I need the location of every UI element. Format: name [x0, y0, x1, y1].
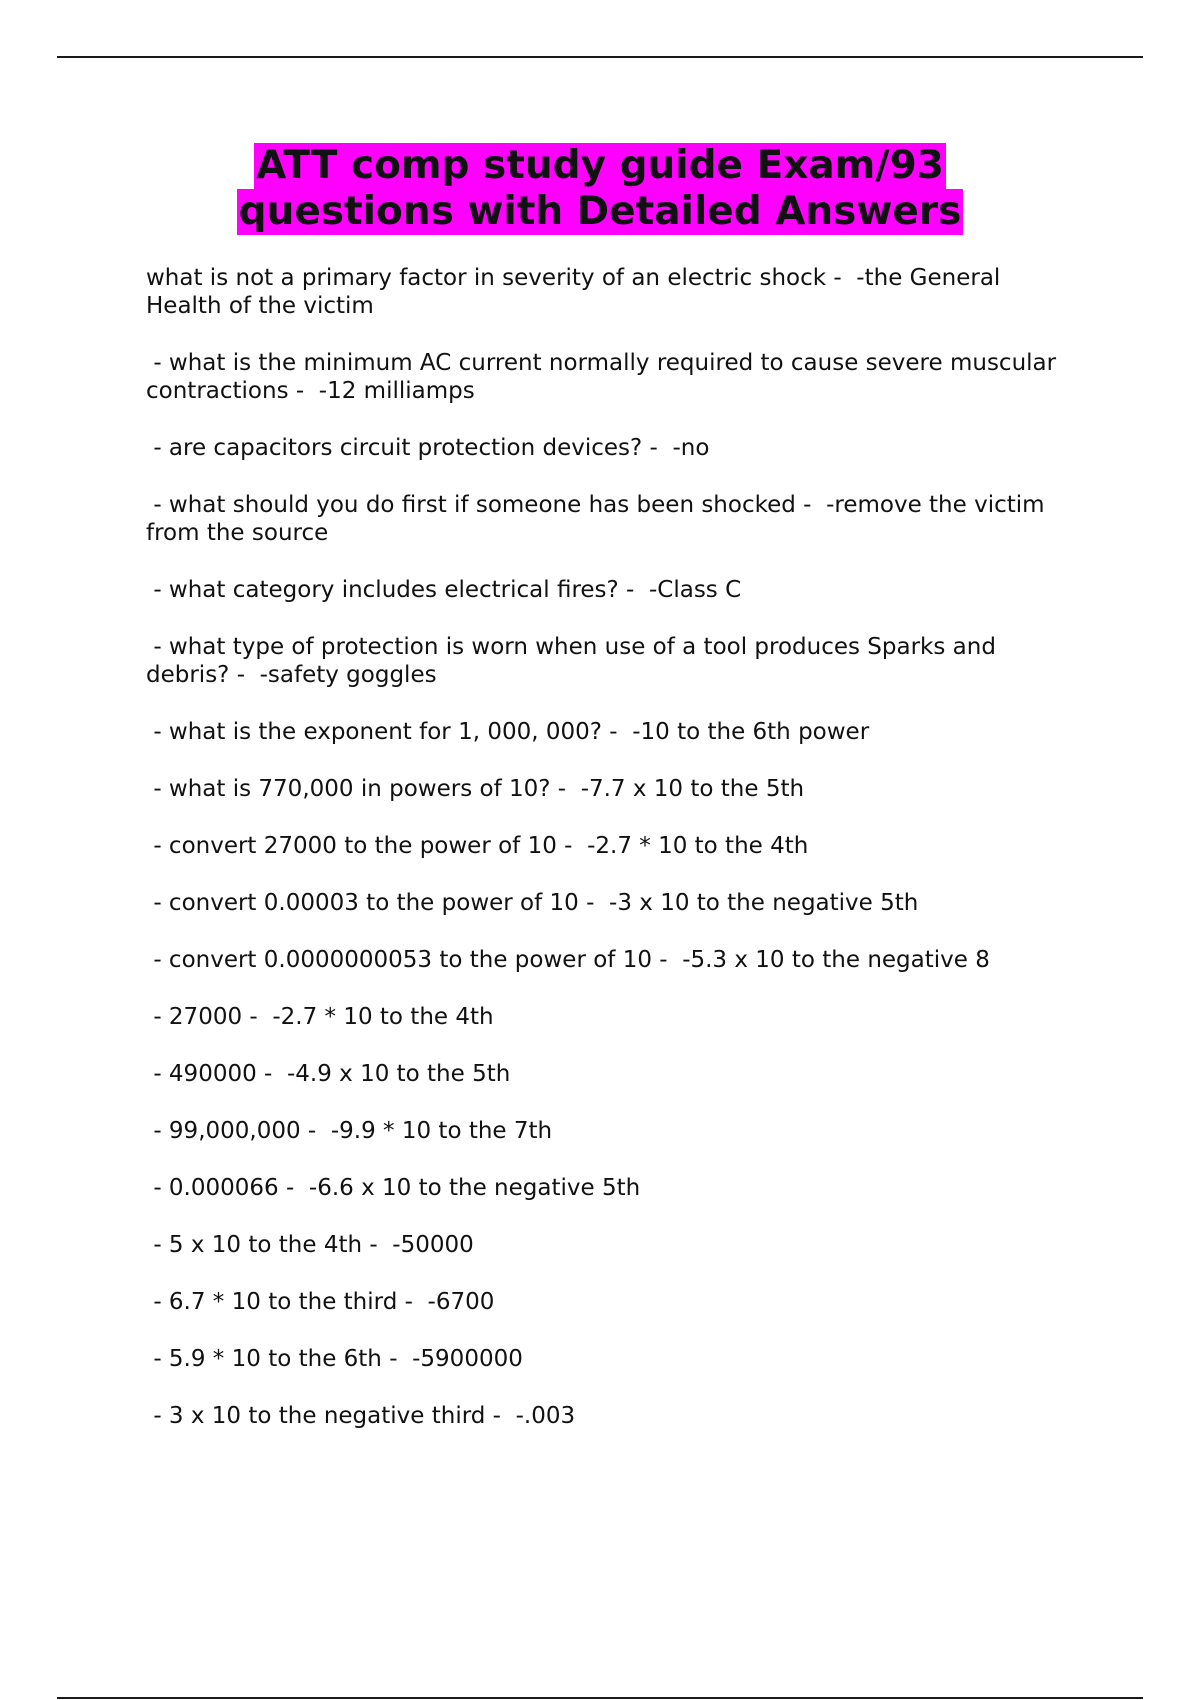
qa-item: - 0.000066 - -6.6 x 10 to the negative 5th [146, 1175, 641, 1201]
qa-item: - 490000 - -4.9 x 10 to the 5th [146, 1061, 511, 1087]
top-divider [57, 56, 1143, 58]
title-line-2: questions with Detailed Answers [238, 189, 962, 234]
qa-item: - what category includes electrical fires? - -Class C [146, 577, 742, 603]
qa-item: - what is the exponent for 1, 000, 000? - -10 to the 6th power [146, 719, 870, 745]
qa-item: - what should you do first if someone has been shocked - -remove the victim from the source [146, 492, 1052, 546]
qa-item: - convert 27000 to the power of 10 - -2.7 * 10 to the 4th [146, 833, 809, 859]
qa-item: - 3 x 10 to the negative third - -.003 [146, 1403, 576, 1429]
title-line-1: ATT comp study guide Exam/93 [256, 143, 944, 188]
qa-item: - convert 0.0000000053 to the power of 10 - -5.3 x 10 to the negative 8 [146, 947, 990, 973]
qa-item: - 27000 - -2.7 * 10 to the 4th [146, 1004, 494, 1030]
qa-item: what is not a primary factor in severity of an electric shock - -the General Health of the victim [146, 265, 1008, 319]
qa-list [146, 264, 1066, 1459]
qa-item: - what is 770,000 in powers of 10? - -7.7 x 10 to the 5th [146, 776, 805, 802]
qa-item: - 5 x 10 to the 4th - -50000 [146, 1232, 474, 1258]
qa-item: - are capacitors circuit protection devices? - -no [146, 435, 710, 461]
qa-item: - 99,000,000 - -9.9 * 10 to the 7th [146, 1118, 553, 1144]
qa-item: - what is the minimum AC current normally required to cause severe muscular contractions - -12 milliamps [146, 350, 1064, 404]
qa-item: - convert 0.00003 to the power of 10 - -3 x 10 to the negative 5th [146, 890, 919, 916]
qa-item: - 6.7 * 10 to the third - -6700 [146, 1289, 495, 1315]
bottom-divider [57, 1697, 1143, 1699]
document-title [0, 143, 1200, 235]
qa-item: - what type of protection is worn when use of a tool produces Sparks and debris? - -safety goggles [146, 634, 1004, 688]
qa-item: - 5.9 * 10 to the 6th - -5900000 [146, 1346, 523, 1372]
